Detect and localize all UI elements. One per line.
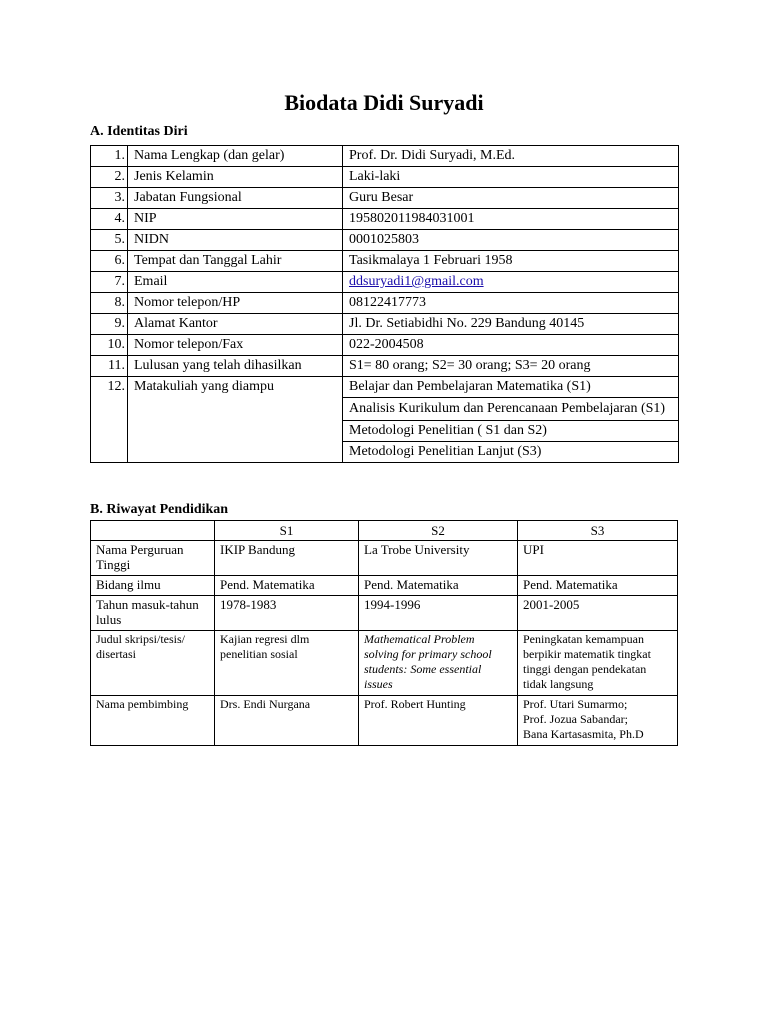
row-number: 1. (91, 146, 128, 167)
row-number: 8. (91, 293, 128, 314)
row-label: Lulusan yang telah dihasilkan (128, 356, 343, 377)
education-table (90, 520, 678, 746)
row-label: Nomor telepon/HP (128, 293, 343, 314)
column-header (91, 521, 215, 541)
row-label: Jenis Kelamin (128, 167, 343, 188)
row-label: Nomor telepon/Fax (128, 335, 343, 356)
cell-s1: Drs. Endi Nurgana (215, 696, 359, 746)
row-value: Guru Besar (343, 188, 679, 209)
table-row (91, 596, 678, 631)
row-number: 9. (91, 314, 128, 335)
row-value: Prof. Dr. Didi Suryadi, M.Ed. (343, 146, 679, 167)
cell-s1: 1978-1983 (215, 596, 359, 631)
row-value: 022-2004508 (343, 335, 679, 356)
cell-s3 (518, 696, 678, 746)
cell-s2: Pend. Matematika (359, 576, 518, 596)
row-number: 2. (91, 167, 128, 188)
table-row (91, 696, 678, 746)
section-b-heading: B. Riwayat Pendidikan (90, 502, 229, 517)
row-value: Jl. Dr. Setiabidhi No. 229 Bandung 40145 (343, 314, 679, 335)
row-number: 6. (91, 251, 128, 272)
row-number: 7. (91, 272, 128, 293)
row-number: 3. (91, 188, 128, 209)
row-value: 195802011984031001 (343, 209, 679, 230)
supervisor-line: Bana Kartasasmita, Ph.D (523, 727, 644, 741)
row-label: Nama pembimbing (91, 696, 215, 746)
table-row (91, 377, 679, 398)
row-label: Nama Lengkap (dan gelar) (128, 146, 343, 167)
table-row (91, 356, 679, 377)
supervisor-line: Prof. Jozua Sabandar; (523, 712, 628, 726)
cell-s3: UPI (518, 541, 678, 576)
row-label: Alamat Kantor (128, 314, 343, 335)
column-header: S1 (215, 521, 359, 541)
row-value: Tasikmalaya 1 Februari 1958 (343, 251, 679, 272)
row-number: 4. (91, 209, 128, 230)
row-label: Tahun masuk-tahun lulus (91, 596, 215, 631)
table-row (91, 272, 679, 293)
row-label: NIP (128, 209, 343, 230)
table-header-row (91, 521, 678, 541)
row-number: 10. (91, 335, 128, 356)
course-item: Analisis Kurikulum dan Perencanaan Pembelajaran (S1) (343, 398, 679, 421)
row-number: 5. (91, 230, 128, 251)
row-label: Tempat dan Tanggal Lahir (128, 251, 343, 272)
course-item: Belajar dan Pembelajaran Matematika (S1) (343, 377, 679, 398)
table-row (91, 230, 679, 251)
row-value (343, 272, 679, 293)
row-label: NIDN (128, 230, 343, 251)
cell-s2: Prof. Robert Hunting (359, 696, 518, 746)
email-link[interactable]: ddsuryadi1@gmail.com (349, 274, 484, 289)
table-row (91, 335, 679, 356)
cell-s1: IKIP Bandung (215, 541, 359, 576)
cell-s3: Pend. Matematika (518, 576, 678, 596)
cell-s2: 1994-1996 (359, 596, 518, 631)
page-title: Biodata Didi Suryadi (284, 90, 484, 115)
row-label: Jabatan Fungsional (128, 188, 343, 209)
section-a-heading: A. Identitas Diri (90, 124, 188, 139)
row-label: Matakuliah yang diampu (128, 377, 343, 463)
row-number: 12. (91, 377, 128, 463)
cell-s2: La Trobe University (359, 541, 518, 576)
row-label: Judul skripsi/tesis/ disertasi (91, 631, 215, 696)
table-row (91, 188, 679, 209)
table-row (91, 251, 679, 272)
table-row (91, 576, 678, 596)
table-row (91, 631, 678, 696)
cell-s3: 2001-2005 (518, 596, 678, 631)
table-row (91, 167, 679, 188)
table-row (91, 146, 679, 167)
row-label: Email (128, 272, 343, 293)
row-label: Nama Perguruan Tinggi (91, 541, 215, 576)
column-header: S3 (518, 521, 678, 541)
cell-s1: Pend. Matematika (215, 576, 359, 596)
course-item: Metodologi Penelitian Lanjut (S3) (343, 442, 679, 463)
identity-table (90, 145, 679, 463)
supervisor-line: Prof. Utari Sumarmo; (523, 697, 628, 711)
table-row (91, 209, 679, 230)
cell-s1: Kajian regresi dlm penelitian sosial (215, 631, 359, 696)
row-number: 11. (91, 356, 128, 377)
row-value: S1= 80 orang; S2= 30 orang; S3= 20 orang (343, 356, 679, 377)
row-value: Laki-laki (343, 167, 679, 188)
cell-s2: Mathematical Problem solving for primary school students: Some essential issues (359, 631, 518, 696)
table-row (91, 541, 678, 576)
column-header: S2 (359, 521, 518, 541)
table-row (91, 314, 679, 335)
table-row (91, 293, 679, 314)
row-value: 0001025803 (343, 230, 679, 251)
row-label: Bidang ilmu (91, 576, 215, 596)
cell-s3: Peningkatan kemampuan berpikir matematik tingkat tinggi dengan pendekatan tidak langsung (518, 631, 678, 696)
row-value: 08122417773 (343, 293, 679, 314)
course-item: Metodologi Penelitian ( S1 dan S2) (343, 421, 679, 442)
